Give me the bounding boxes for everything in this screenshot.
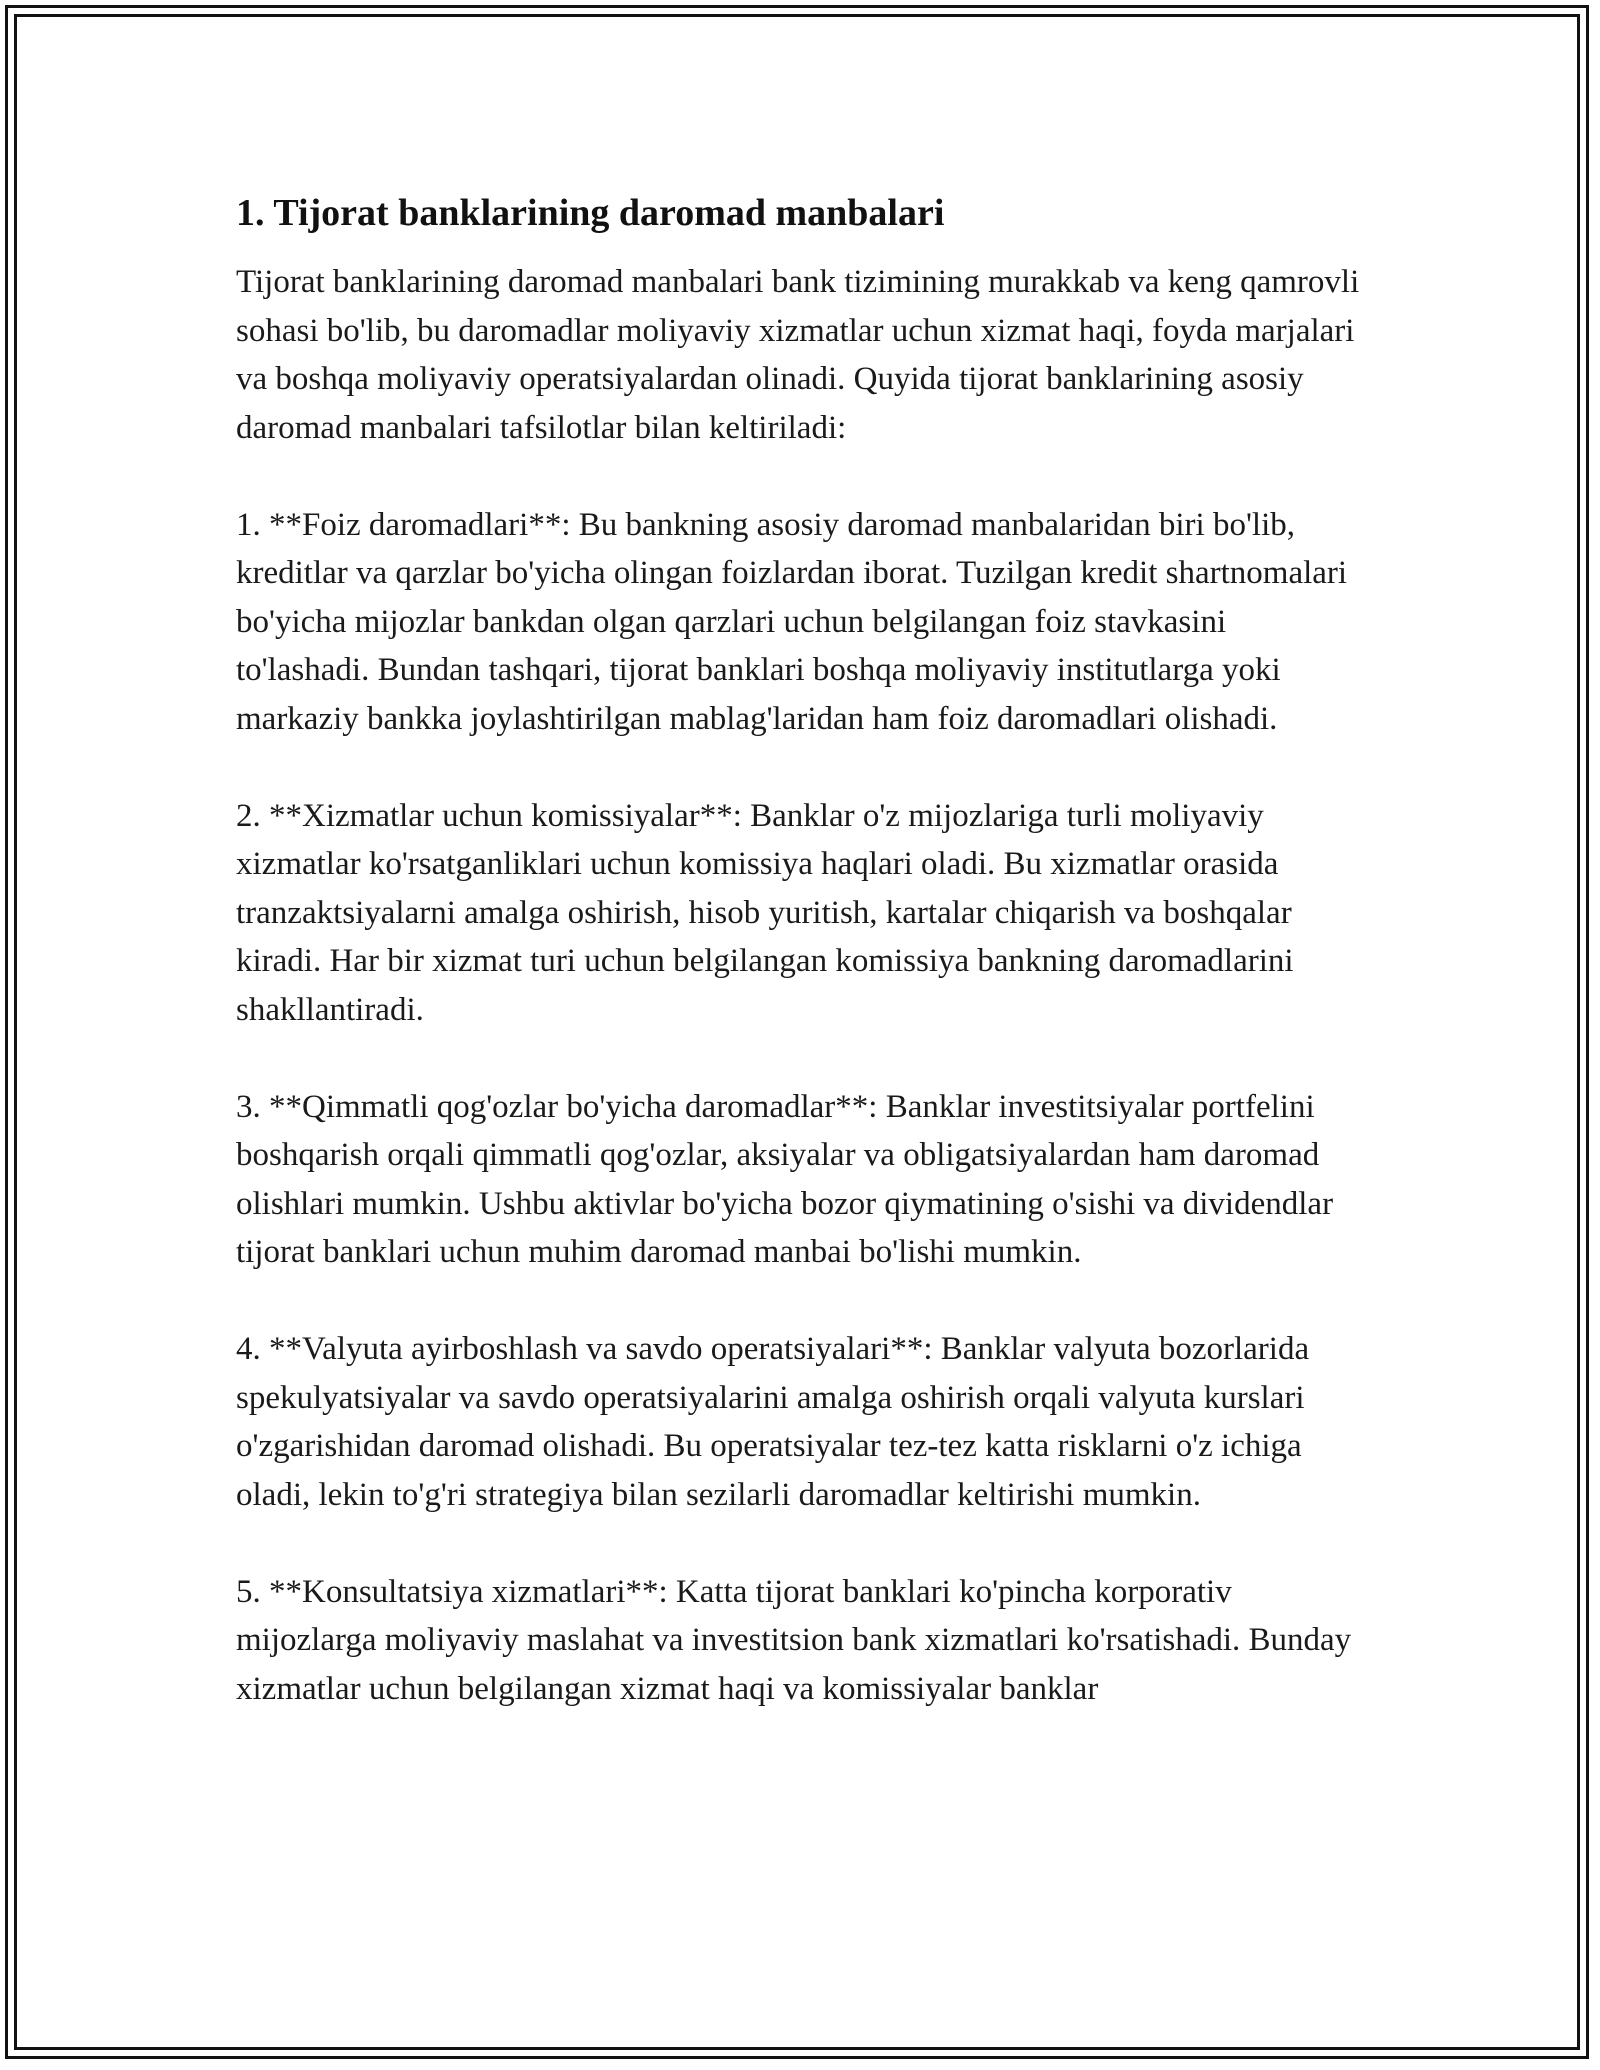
paragraph-interest-income: 1. **Foiz daromadlari**: Bu bankning asosiy daromad manbalaridan biri bo'lib, kreditlar va qarzlar bo'yicha olingan foizlardan iborat. Tuzilgan kredit shartnomalari bo'yicha mijozlar bankdan olgan qarzlari uchun belgilangan foiz stavkasini to'lashadi. Bundan tashqari, tijorat banklari boshqa moliyaviy institutlarga yoki markaziy bankka joylashtirilgan mablag'laridan ham foiz daromadlari olishadi. [236, 506, 1348, 737]
document-body [236, 186, 1366, 1713]
paragraph-securities-income: 3. **Qimmatli qog'ozlar bo'yicha daromadlar**: Banklar investitsiyalar portfelini boshqarish orqali qimmatli qog'ozlar, aksiyalar va obligatsiyalardan ham daromad olishlari mumkin. Ushbu aktivlar bo'yicha bozor qiymatining o'sishi va dividendlar tijorat banklari uchun muhim daromad manbai bo'lishi mumkin. [236, 1088, 1334, 1270]
paragraph-currency-trading: 4. **Valyuta ayirboshlash va savdo operatsiyalari**: Banklar valyuta bozorlarida spekulyatsiyalar va savdo operatsiyalarini amalga oshirish orqali valyuta kurslari o'zgarishidan daromad olishadi. Bu operatsiyalar tez-tez katta risklarni o'z ichiga oladi, lekin to'g'ri strategiya bilan sezilarli daromadlar keltirishi mumkin. [236, 1331, 1310, 1513]
section-heading: 1. Tijorat banklarining daromad manbalari [236, 192, 945, 234]
paragraph-service-commissions: 2. **Xizmatlar uchun komissiyalar**: Banklar o'z mijozlariga turli moliyaviy xizmatlar ko'rsatganliklari uchun komissiya haqlari oladi. Bu xizmatlar orasida tranzaktsiyalarni amalga oshirish, hisob yuritish, kartalar chiqarish va boshqalar kiradi. Har bir xizmat turi uchun belgilangan komissiya bankning daromadlarini shakllantiradi. [236, 797, 1294, 1028]
paragraph-consulting-services: 5. **Konsultatsiya xizmatlari**: Katta tijorat banklari ko'pincha korporativ mijozlarga moliyaviy maslahat va investitsion bank xizmatlari ko'rsatishadi. Bunday xizmatlar uchun belgilangan xizmat haqi va komissiyalar banklar [236, 1573, 1352, 1707]
intro-paragraph: Tijorat banklarining daromad manbalari bank tizimining murakkab va keng qamrovli sohasi bo'lib, bu daromadlar moliyaviy xizmatlar uchun xizmat haqi, foyda marjalari va boshqa moliyaviy operatsiyalardan olinadi. Quyida tijorat banklarining asosiy daromad manbalari tafsilotlar bilan keltiriladi: [236, 264, 1360, 446]
